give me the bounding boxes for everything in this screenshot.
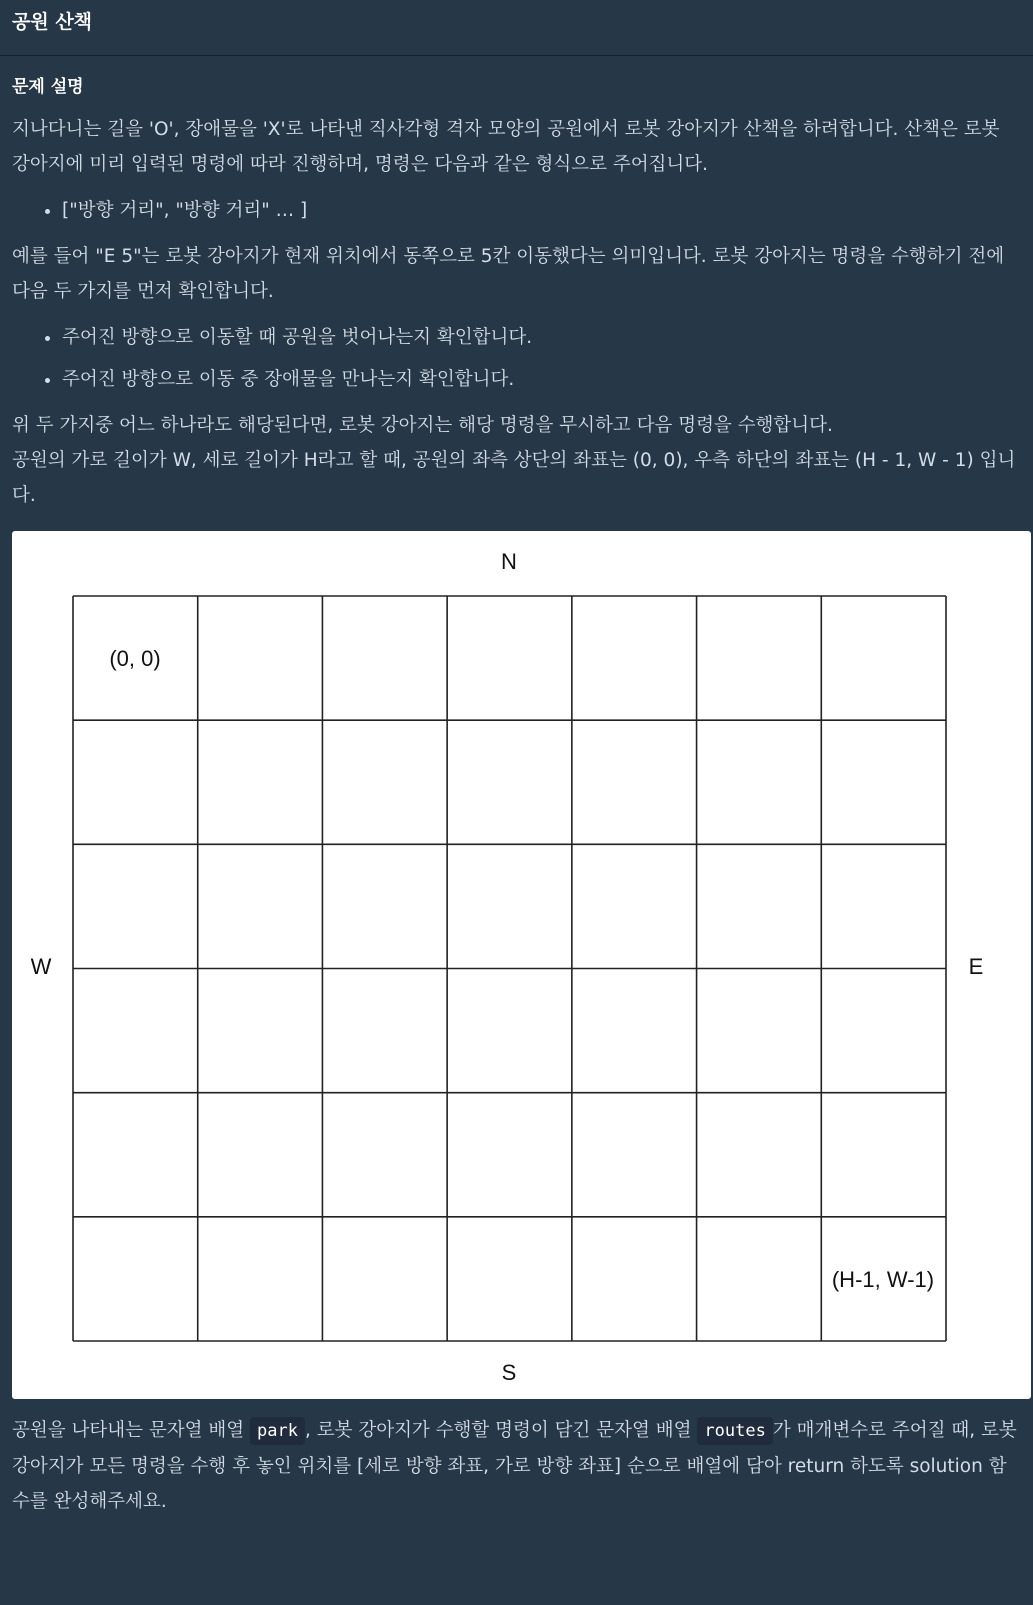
title-bar (0, 0, 1033, 56)
west-label: W (30, 954, 52, 979)
park-grid-diagram (12, 531, 1031, 1399)
example-paragraph: 예를 들어 "E 5"는 로봇 강아지가 현재 위치에서 동쪽으로 5칸 이동했다는 의미입니다. 로봇 강아지는 명령을 수행하기 전에 다음 두 가지를 먼저 확인합니다. (12, 246, 1005, 302)
grid-svg (12, 531, 1007, 1399)
grid-lines (73, 596, 946, 1341)
east-label: E (968, 954, 984, 979)
check-item: • 주어진 방향으로 이동 중 장애물을 만나는지 확인합니다. (62, 362, 1021, 398)
final-text-part1: 공원을 나타내는 문자열 배열 (12, 1420, 250, 1441)
check-item: • 주어진 방향으로 이동할 때 공원을 벗어나는지 확인합니다. (62, 320, 1021, 356)
top-left-coordinate-label: (0, 0) (109, 646, 161, 671)
final-text-part3: 가 매개변수로 주어질 때, 로봇 강아지가 모든 명령을 수행 후 놓인 위치를 [세로 방향 좌표, 가로 방향 좌표] 순으로 배열에 담아 return 하도록 solution 함수를 완성해주세요. (12, 1420, 1017, 1512)
routes-code: routes (697, 1417, 772, 1445)
checks-list (12, 320, 1021, 398)
north-label: N (501, 549, 517, 574)
final-text-part2: , 로봇 강아지가 수행할 명령이 담긴 문자열 배열 (304, 1420, 698, 1441)
section-heading: 문제 설명 (12, 77, 84, 97)
final-paragraph (12, 1413, 1021, 1519)
intro-paragraph: 지나다니는 길을 'O', 장애물을 'X'로 나타낸 직사각형 격자 모양의 공원에서 로봇 강아지가 산책을 하려합니다. 산책은 로봇 강아지에 미리 입력된 명령에 따라 진행하며, 명령은 다음과 같은 형식으로 주어집니다. (12, 119, 1000, 175)
problem-content (0, 76, 1033, 1519)
format-item: • ["방향 거리", "방향 거리" … ] (62, 193, 1021, 229)
page-title: 공원 산책 (12, 11, 93, 33)
south-label: S (501, 1360, 517, 1385)
ignore-rule-paragraph: 위 두 가지중 어느 하나라도 해당된다면, 로봇 강아지는 해당 명령을 무시하고 다음 명령을 수행합니다. (12, 415, 833, 436)
bottom-right-coordinate-label: (H-1, W-1) (831, 1267, 935, 1292)
coords-rule-paragraph: 공원의 가로 길이가 W, 세로 길이가 H라고 할 때, 공원의 좌측 상단의 좌표는 (0, 0), 우측 하단의 좌표는 (H - 1, W - 1) 입니다. (12, 450, 1016, 506)
format-list (12, 193, 1021, 229)
park-code: park (250, 1417, 305, 1445)
